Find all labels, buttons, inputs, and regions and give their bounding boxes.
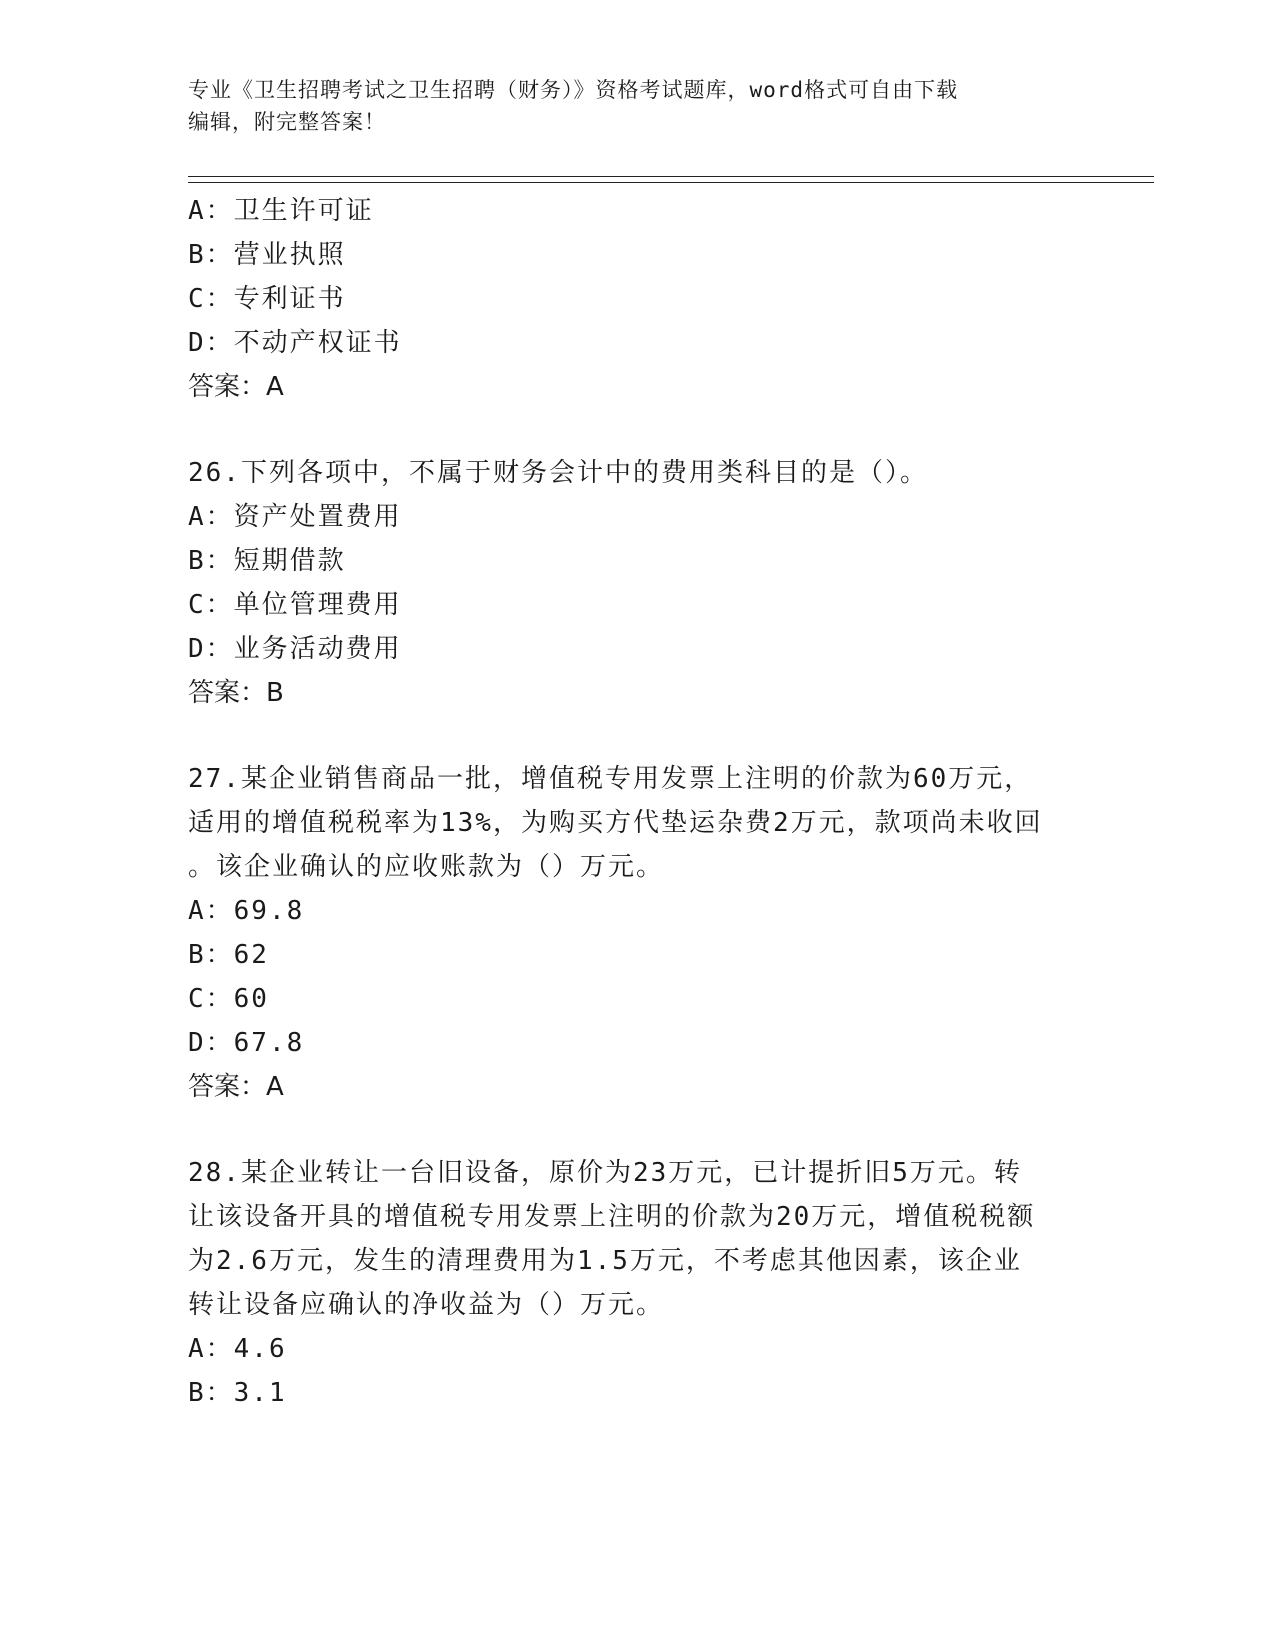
q27-stem-line-1: 27.某企业销售商品一批，增值税专用发票上注明的价款为60万元， (188, 764, 1033, 794)
q26-option-b: B：短期借款 (188, 546, 346, 576)
header-line-2: 编辑，附完整答案！ (188, 110, 386, 134)
q26-answer: 答案：B (188, 678, 284, 708)
q28-option-a: A：4.6 (188, 1334, 287, 1364)
q25-answer: 答案：A (188, 372, 284, 402)
q27-option-a: A：69.8 (188, 896, 305, 926)
header-rule-top (188, 176, 1154, 177)
q25-option-b: B：营业执照 (188, 240, 346, 270)
q27-stem-line-2: 适用的增值税税率为13%，为购买方代垫运杂费2万元，款项尚未收回 (188, 808, 1043, 838)
document-header (188, 74, 1068, 138)
q25-option-d: D：不动产权证书 (188, 328, 402, 358)
q27-option-d: D：67.8 (188, 1028, 305, 1058)
header-line-1: 专业《卫生招聘考试之卫生招聘（财务）》资格考试题库，word格式可自由下载 (188, 78, 959, 102)
q26-option-d: D：业务活动费用 (188, 634, 402, 664)
q28-option-b: B：3.1 (188, 1378, 287, 1408)
q25-option-c: C：专利证书 (188, 284, 346, 314)
q28-stem-line-3: 为2.6万元，发生的清理费用为1.5万元，不考虑其他因素，该企业 (188, 1246, 1022, 1276)
q28-stem-line-2: 让该设备开具的增值税专用发票上注明的价款为20万元，增值税税额 (188, 1202, 1036, 1232)
q26-option-a: A：资产处置费用 (188, 502, 402, 532)
header-rule-bottom (188, 182, 1154, 183)
q27-option-c: C：60 (188, 984, 269, 1014)
q26-option-c: C：单位管理费用 (188, 590, 402, 620)
q27-option-b: B：62 (188, 940, 269, 970)
q27-answer: 答案：A (188, 1072, 284, 1102)
q28-stem-line-1: 28.某企业转让一台旧设备，原价为23万元，已计提折旧5万元。转 (188, 1158, 1022, 1188)
q27-stem-line-3: 。该企业确认的应收账款为（）万元。 (188, 852, 665, 882)
q28-stem-line-4: 转让设备应确认的净收益为（）万元。 (188, 1290, 665, 1320)
q26-stem-line-1: 26.下列各项中，不属于财务会计中的费用类科目的是（）。 (188, 458, 928, 488)
q25-option-a: A：卫生许可证 (188, 196, 374, 226)
